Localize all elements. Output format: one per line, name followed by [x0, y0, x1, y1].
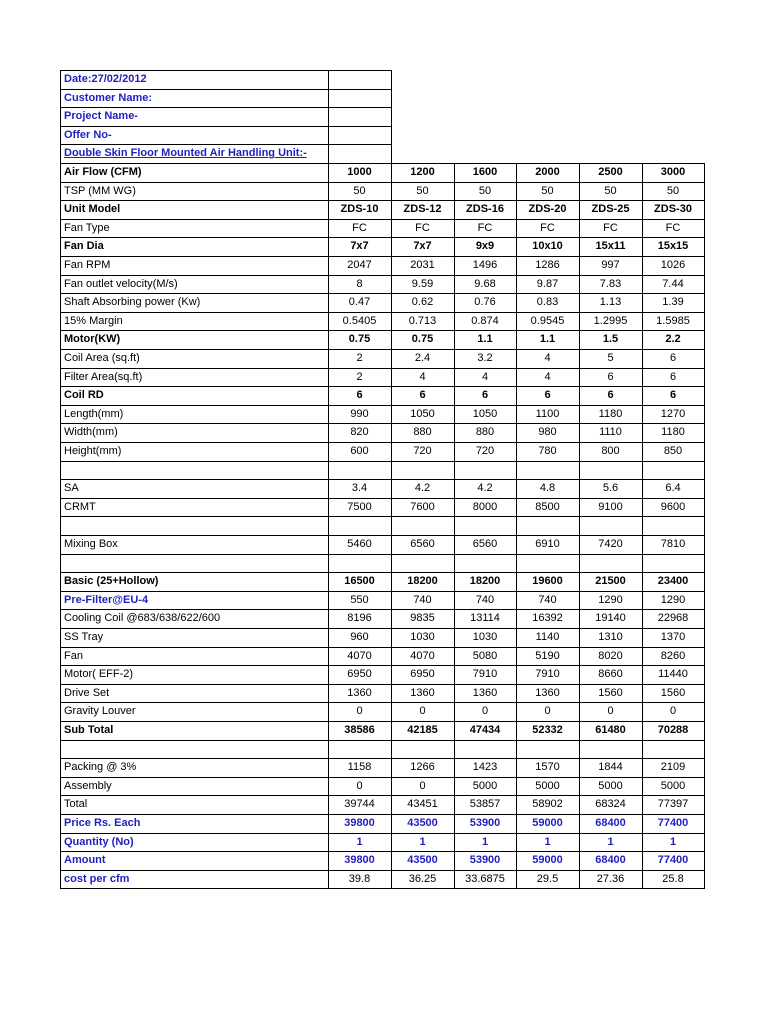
table-cell: 4: [481, 370, 489, 383]
table-cell: 5460: [347, 538, 372, 550]
table-cell: 1000: [347, 166, 372, 178]
table-cell: 1: [356, 835, 363, 848]
table-cell: [391, 554, 454, 573]
table-cell: 720: [413, 445, 432, 457]
table-cell: 21500: [595, 575, 626, 588]
table-cell: 8196: [347, 612, 372, 625]
table-cell: 7.44: [662, 277, 684, 290]
table-cell: 0: [481, 705, 489, 718]
table-cell: 18200: [469, 575, 501, 588]
table-cell: 1310: [598, 631, 623, 643]
table-cell: 4.2: [477, 482, 493, 495]
table-cell: 23400: [657, 575, 689, 588]
table-cell: 39744: [344, 798, 375, 811]
table-cell: 9600: [660, 500, 686, 513]
table-cell: 19140: [595, 612, 626, 625]
table-cell: 800: [601, 445, 620, 457]
table-cell: [328, 461, 391, 480]
table-cell: 39.8: [348, 872, 371, 885]
table-cell: 1270: [660, 407, 686, 420]
row-label: [60, 461, 328, 480]
table-cell: ZDS-30: [654, 203, 692, 216]
table-cell: 5190: [535, 649, 560, 662]
table-cell: 0.62: [411, 296, 434, 309]
table-cell: 2: [356, 352, 363, 364]
table-cell: 4070: [347, 649, 372, 662]
table-cell: 16392: [532, 612, 563, 625]
table-cell: 77397: [657, 798, 689, 811]
table-cell: 2000: [535, 166, 560, 178]
table-cell: 22968: [657, 612, 689, 625]
table-cell: 47434: [469, 724, 501, 736]
table-cell: 39800: [344, 854, 375, 867]
table-cell: 1.39: [662, 296, 684, 309]
table-cell: 6950: [410, 668, 435, 681]
table-cell: 4: [544, 352, 551, 364]
table-cell: 4: [419, 370, 426, 383]
row-label: Amount: [64, 854, 106, 867]
table-cell: 36.25: [408, 872, 437, 885]
table-cell: 0.76: [474, 296, 496, 309]
table-cell: [579, 554, 642, 573]
table-cell: 15x15: [657, 240, 689, 253]
table-cell: 68400: [595, 817, 626, 829]
table-cell: 5080: [472, 649, 498, 662]
row-label: Motor(KW): [64, 333, 121, 346]
row-label: Cooling Coil @683/638/622/600: [64, 612, 221, 625]
table-cell: 720: [475, 445, 495, 457]
row-label: Fan outlet velocity(M/s): [64, 277, 178, 290]
row-label: Basic (25+Hollow): [64, 575, 159, 588]
row-label: [60, 516, 328, 535]
table-cell: 0: [607, 705, 614, 718]
table-cell: 1360: [410, 686, 435, 699]
table-cell: 1266: [410, 761, 435, 774]
table-cell: 1570: [535, 761, 560, 774]
table-cell: 0: [356, 779, 363, 792]
table-cell: 1360: [535, 686, 560, 699]
table-cell: 9x9: [475, 240, 495, 253]
table-cell: 53900: [469, 854, 501, 867]
row-label: SS Tray: [64, 631, 104, 643]
header-label: Customer Name:: [64, 91, 153, 104]
table-cell: 1180: [598, 407, 623, 420]
table-cell: 6560: [472, 538, 498, 550]
table-cell: 1180: [661, 426, 685, 439]
table-cell: 1110: [599, 426, 622, 439]
table-cell: 59000: [532, 854, 563, 867]
row-label: Sub Total: [64, 724, 114, 736]
table-cell: [454, 740, 516, 759]
table-cell: 50: [666, 184, 680, 197]
row-label: [60, 740, 328, 759]
table-cell: 6: [356, 389, 363, 402]
table-cell: 7x7: [350, 240, 369, 253]
table-cell: 50: [416, 184, 429, 197]
table-cell: 740: [413, 593, 432, 606]
table-cell: 2.2: [665, 333, 681, 346]
table-cell: 1158: [347, 761, 372, 774]
table-cell: [642, 461, 704, 480]
table-cell: 1100: [535, 407, 560, 420]
table-cell: 8260: [660, 649, 686, 662]
table-cell: 1.1: [539, 333, 556, 346]
table-cell: 1.5985: [656, 314, 690, 327]
row-label: [60, 554, 328, 573]
table-cell: 0: [669, 705, 677, 718]
table-cell: 7x7: [413, 240, 432, 253]
table-cell: 52332: [532, 724, 563, 736]
row-label: TSP (MM WG): [64, 184, 136, 197]
table-cell: 1050: [472, 407, 498, 420]
table-cell: 38586: [344, 724, 375, 736]
table-cell: 1: [544, 835, 551, 848]
table-cell: [391, 740, 454, 759]
table-cell: 600: [350, 445, 369, 457]
table-cell: 77400: [657, 817, 689, 829]
table-cell: [454, 516, 516, 535]
table-cell: 68324: [595, 798, 626, 811]
grid-vline: [704, 163, 705, 889]
table-cell: FC: [665, 221, 681, 234]
table-cell: 1.1: [477, 333, 493, 346]
table-cell: 5: [607, 352, 614, 364]
table-cell: 0.83: [536, 296, 559, 309]
table-cell: 16500: [344, 575, 375, 588]
table-cell: [391, 461, 454, 480]
table-cell: 11440: [658, 668, 688, 681]
table-cell: 43451: [407, 798, 438, 811]
table-cell: 5000: [598, 779, 623, 792]
table-cell: 27.36: [596, 872, 625, 885]
table-cell: 4: [544, 370, 551, 383]
table-cell: [328, 516, 391, 535]
row-label: Motor( EFF-2): [64, 668, 134, 681]
table-cell: [328, 554, 391, 573]
table-cell: 8020: [598, 649, 623, 662]
table-cell: 0: [419, 705, 426, 718]
table-cell: 820: [350, 426, 369, 439]
table-cell: 1290: [660, 593, 686, 606]
table-cell: 70288: [657, 724, 689, 736]
table-cell: 0.713: [408, 314, 437, 327]
row-label: Total: [64, 798, 88, 811]
row-label: Fan: [64, 649, 83, 662]
table-cell: 0.75: [411, 333, 434, 346]
table-cell: 58902: [532, 798, 563, 811]
table-cell: 59000: [532, 817, 563, 829]
table-cell: 7810: [660, 538, 686, 550]
table-cell: 6: [607, 389, 614, 402]
table-cell: 68400: [595, 854, 626, 867]
table-cell: 2047: [347, 259, 372, 271]
row-label: Air Flow (CFM): [64, 166, 142, 178]
row-label: cost per cfm: [64, 872, 130, 885]
table-cell: 1286: [535, 259, 560, 271]
table-cell: 53900: [469, 817, 501, 829]
table-cell: 1560: [660, 686, 686, 699]
table-cell: 9.87: [536, 277, 559, 290]
table-cell: 6: [544, 389, 551, 402]
table-cell: 6: [669, 389, 677, 402]
table-cell: 5.6: [602, 482, 619, 495]
table-cell: 25.8: [662, 872, 684, 885]
table-cell: 1423: [472, 761, 498, 774]
table-cell: 6: [607, 370, 614, 383]
table-cell: [579, 740, 642, 759]
row-label: SA: [64, 482, 79, 495]
table-cell: 18200: [407, 575, 438, 588]
table-cell: 4.2: [414, 482, 431, 495]
row-label: Price Rs. Each: [64, 817, 141, 829]
table-cell: 29.5: [536, 872, 559, 885]
table-cell: 1: [669, 835, 677, 848]
table-cell: 1050: [410, 407, 435, 420]
table-cell: 2031: [410, 259, 435, 271]
table-cell: [328, 740, 391, 759]
row-label: Fan Type: [64, 221, 110, 234]
table-cell: 9100: [598, 500, 623, 513]
table-cell: 6: [669, 352, 677, 364]
row-label: Coil RD: [64, 389, 104, 402]
table-cell: 15x11: [595, 240, 626, 253]
table-cell: [391, 516, 454, 535]
table-cell: [579, 516, 642, 535]
table-cell: [642, 554, 704, 573]
row-label: Fan Dia: [64, 240, 104, 253]
row-label: Quantity (No): [64, 835, 134, 848]
table-cell: 8: [356, 277, 363, 290]
table-cell: 0: [356, 705, 363, 718]
table-cell: 7420: [598, 538, 623, 550]
table-cell: 0.874: [471, 314, 499, 327]
table-cell: [454, 461, 516, 480]
table-cell: 0: [544, 705, 551, 718]
header-label: Offer No-: [64, 128, 112, 141]
row-label: Drive Set: [64, 686, 110, 699]
table-cell: 1.13: [599, 296, 622, 309]
table-cell: 6: [419, 389, 426, 402]
table-cell: 0.5405: [342, 314, 377, 327]
row-label: Height(mm): [64, 445, 122, 457]
row-label: CRMT: [64, 500, 96, 513]
row-label: Packing @ 3%: [64, 761, 137, 774]
table-cell: 1030: [410, 631, 435, 643]
row-label: Assembly: [64, 779, 112, 792]
table-cell: ZDS-20: [528, 203, 567, 216]
table-cell: ZDS-12: [403, 203, 442, 216]
table-cell: 6950: [347, 668, 372, 681]
table-cell: 9.59: [411, 277, 434, 290]
table-cell: 740: [538, 593, 557, 606]
table-cell: ZDS-25: [591, 203, 630, 216]
table-cell: FC: [415, 221, 430, 234]
table-cell: 3000: [660, 166, 686, 178]
table-cell: 50: [353, 184, 366, 197]
table-cell: 7.83: [599, 277, 622, 290]
table-cell: 6: [669, 370, 677, 383]
table-cell: 1360: [347, 686, 372, 699]
table-cell: 5000: [472, 779, 498, 792]
table-cell: [516, 554, 579, 573]
table-cell: 7910: [472, 668, 498, 681]
table-cell: 7910: [535, 668, 560, 681]
row-label: Width(mm): [64, 426, 118, 439]
table-cell: 33.6875: [465, 872, 505, 885]
table-cell: 0.9545: [530, 314, 565, 327]
table-cell: 2109: [660, 761, 686, 774]
table-cell: FC: [477, 221, 493, 234]
table-cell: 0: [419, 779, 426, 792]
row-label: 15% Margin: [64, 314, 123, 327]
table-cell: 1370: [660, 631, 686, 643]
table-cell: 8660: [598, 668, 623, 681]
table-cell: 9835: [410, 612, 435, 625]
table-cell: ZDS-16: [466, 203, 504, 216]
table-cell: 0.75: [348, 333, 371, 346]
header-label: Double Skin Floor Mounted Air Handling Unit:-: [64, 147, 307, 160]
row-label: Fan RPM: [64, 259, 111, 271]
table-cell: 4.8: [539, 482, 556, 495]
table-cell: 850: [663, 445, 683, 457]
table-cell: 43500: [407, 817, 438, 829]
table-cell: 5000: [660, 779, 686, 792]
table-cell: 3.4: [351, 482, 368, 495]
table-cell: 880: [413, 426, 432, 439]
table-cell: 6.4: [665, 482, 681, 495]
table-cell: FC: [540, 221, 555, 234]
row-label: Shaft Absorbing power (Kw): [64, 296, 201, 309]
table-cell: [454, 554, 516, 573]
table-cell: 6560: [410, 538, 435, 550]
table-cell: 50: [604, 184, 617, 197]
table-cell: 1600: [472, 166, 498, 178]
table-cell: 1496: [472, 259, 498, 271]
table-cell: 19600: [532, 575, 563, 588]
table-cell: 13114: [470, 612, 500, 625]
table-cell: FC: [603, 221, 618, 234]
table-cell: 1290: [598, 593, 623, 606]
table-cell: 1026: [660, 259, 686, 271]
table-cell: 740: [475, 593, 495, 606]
table-cell: 53857: [469, 798, 501, 811]
table-cell: 0.47: [348, 296, 371, 309]
table-cell: [579, 461, 642, 480]
table-cell: 2: [356, 370, 363, 383]
table-cell: 1200: [410, 166, 435, 178]
table-cell: 7500: [347, 500, 372, 513]
table-cell: 997: [601, 259, 620, 271]
row-label: Pre-Filter@EU-4: [64, 593, 149, 606]
table-cell: [516, 740, 579, 759]
table-cell: 880: [475, 426, 495, 439]
table-cell: 50: [541, 184, 554, 197]
table-cell: 2.4: [414, 352, 431, 364]
row-label: Mixing Box: [64, 538, 118, 550]
table-cell: 4070: [410, 649, 435, 662]
table-cell: 9.68: [474, 277, 496, 290]
row-label: Unit Model: [64, 203, 121, 216]
table-cell: 43500: [407, 854, 438, 867]
table-cell: 1: [607, 835, 614, 848]
table-cell: 2500: [598, 166, 623, 178]
table-cell: 61480: [595, 724, 626, 736]
table-cell: 1844: [598, 761, 623, 774]
table-cell: 3.2: [477, 352, 493, 364]
table-cell: 1030: [472, 631, 498, 643]
table-cell: 50: [478, 184, 492, 197]
table-cell: 8000: [472, 500, 498, 513]
table-cell: 1: [481, 835, 489, 848]
row-label: Length(mm): [64, 407, 124, 420]
row-label: Filter Area(sq.ft): [64, 370, 143, 383]
table-cell: 6: [481, 389, 489, 402]
table-cell: 1140: [535, 631, 560, 643]
row-label: Gravity Louver: [64, 705, 136, 718]
table-cell: ZDS-10: [340, 203, 379, 216]
header-label: Date:27/02/2012: [64, 73, 147, 85]
table-cell: 550: [350, 593, 369, 606]
table-cell: 960: [350, 631, 369, 643]
table-cell: 77400: [657, 854, 689, 867]
header-label: Project Name-: [64, 110, 138, 123]
table-cell: [642, 740, 704, 759]
table-cell: 1360: [472, 686, 498, 699]
table-cell: [516, 516, 579, 535]
table-cell: 7600: [410, 500, 435, 513]
table-cell: FC: [352, 221, 367, 234]
table-cell: 1.2995: [593, 314, 628, 327]
table-cell: 42185: [407, 724, 438, 736]
table-cell: 1: [419, 835, 426, 848]
row-label: Coil Area (sq.ft): [64, 352, 140, 364]
table-cell: 990: [350, 407, 369, 420]
table-cell: [642, 516, 704, 535]
table-cell: 8500: [535, 500, 560, 513]
table-cell: 1560: [598, 686, 623, 699]
table-cell: 5000: [535, 779, 560, 792]
table-cell: 780: [538, 445, 557, 457]
table-cell: 39800: [344, 817, 375, 829]
table-cell: 6910: [535, 538, 560, 550]
table-cell: 10x10: [532, 240, 563, 253]
table-cell: [516, 461, 579, 480]
table-cell: 1.5: [602, 333, 619, 346]
table-cell: 980: [538, 426, 557, 439]
